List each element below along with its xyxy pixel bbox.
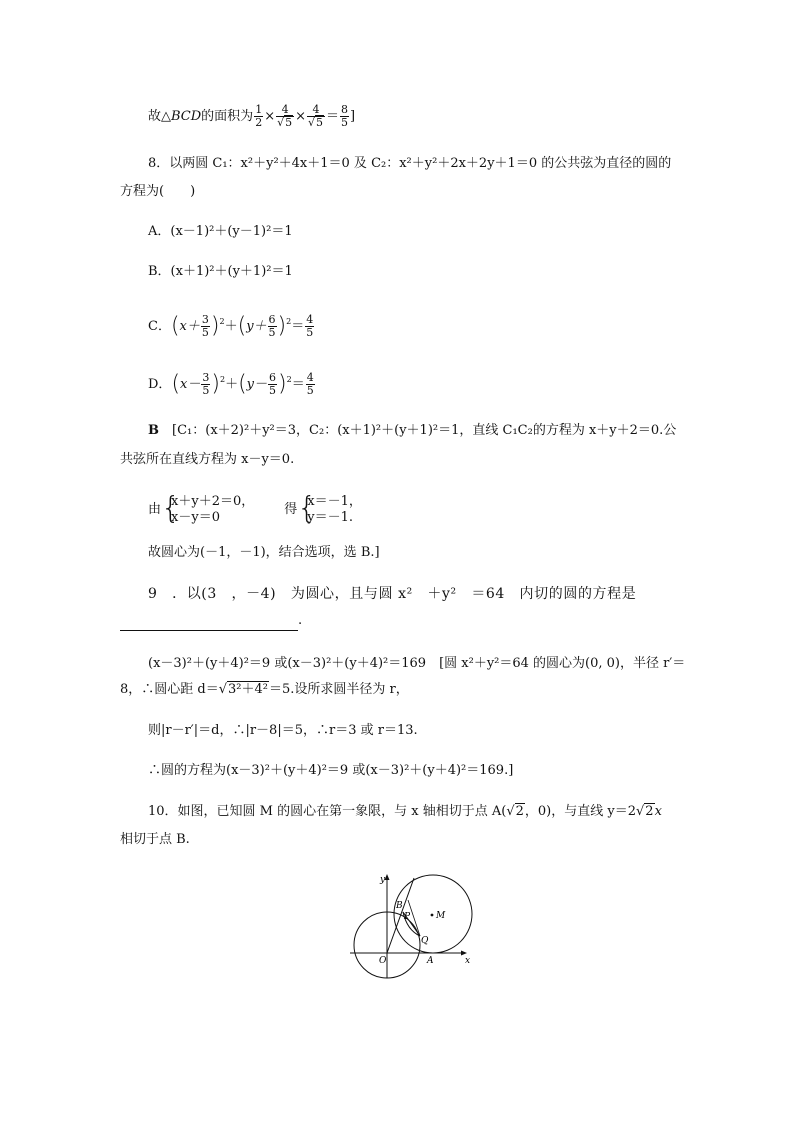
frac-den: √5 [308,116,324,129]
brace: { [161,491,181,526]
y-axis-arrow [385,874,390,880]
label-p: P [404,912,411,922]
paren-close: ) [278,371,287,397]
stem-text: ，0)，与直线 y＝2 [524,804,636,819]
fraction-4-sqrt5 [276,104,294,129]
q8-solution-line2: 共弦所在直线方程为 x－y＝0. [120,452,295,467]
solution-text: ＝5.设所求圆半径为 r， [269,682,409,697]
solution-text: [C₁：(x＋2)²＋y²＝3，C₂：(x＋1)²＋(y＋1)²＝1，直线 C₁C₂的方程为 x＋y＋2＝0.公 [172,423,677,438]
paren-close: ) [277,313,287,339]
frac-num: 6 [268,313,276,326]
paren-close: ) [210,313,220,339]
equals-sign: ＝ [326,109,340,124]
equals-sign: ＝ [291,319,305,334]
system-mid: 得 [284,502,298,517]
frac-num: 8 [341,103,349,116]
stem-var: x [654,804,662,819]
frac-num: 4 [307,104,325,117]
radicand: 3²＋4² [228,682,268,697]
frac-num: 4 [276,104,294,117]
area-text: 的面积为 [201,109,254,124]
system-prefix: 由 [148,502,162,517]
q8-solution-line3: 故圆心为(－1，－1)，结合选项，选 B.] [148,545,380,560]
geometry-figure [345,870,485,980]
radicand: 2 [515,804,524,819]
fraction [305,314,314,339]
brace: { [297,491,317,526]
frac-den: 2 [255,116,263,129]
term-x: x＋ [179,319,200,334]
option-label: C． [148,319,171,334]
frac-num: 1 [255,103,263,116]
answer-letter: B [148,423,159,438]
exponent: 2 [219,375,226,384]
q8-option-d [148,370,316,397]
fraction [201,314,210,339]
exponent: 2 [286,375,292,384]
center-m-dot [431,914,434,917]
label-a: A [427,956,434,966]
frac-num: 3 [202,371,210,384]
paren-close: ) [211,371,220,397]
exponent: 2 [219,317,225,326]
q8-option-c [148,312,315,339]
q8-stem-line1: 8．以两圆 C₁：x²＋y²＋4x＋1＝0 及 C₂：x²＋y²＋2x＋2y＋1＝0 的公共弦为直径的圆的 [148,156,672,171]
plus-sign: ＋ [225,377,239,392]
fraction-4-sqrt5-b [307,104,325,129]
fraction [268,372,277,397]
frac-den: √5 [277,116,293,129]
label-q: Q [421,936,429,946]
q9-stem-line1: 9 ．以(3 ，－4) 为圆心，且与圆 x² ＋y² ＝64 内切的圆的方程是 [148,586,637,602]
frac-num: 6 [269,371,277,384]
q10-stem-line2: 相切于点 B. [120,832,190,847]
option-label: D． [148,377,172,392]
label-y: y [380,875,386,885]
frac-den: 5 [306,384,314,397]
q9-solution-line2: 8，∴圆心距 d＝√3²＋4²＝5.设所求圆半径为 r， [120,682,409,697]
fraction [201,372,210,397]
q8-solution-line1 [148,421,676,441]
area-result-line [148,104,355,129]
times-sign: × [264,109,276,124]
label-o: O [379,956,387,966]
paren-open: ( [238,371,247,397]
frac-num: 4 [306,313,314,326]
frac-den: 5 [269,384,277,397]
system-row: x＋y＋2＝0， [171,494,255,509]
q8-option-b: B．(x＋1)²＋(y＋1)²＝1 [148,264,293,279]
system-row: x＝－1， [307,494,362,509]
q9-stem-line2 [120,611,302,631]
q9-solution-line1: (x－3)²＋(y＋4)²＝9 或(x－3)²＋(y＋4)²＝169 [圆 x²＋y²＝64 的圆心为(0, 0)，半径 r′＝ [148,656,686,671]
fraction-8-5 [340,104,349,129]
term-y: y＋ [246,319,267,334]
term-x: x－ [180,377,201,392]
frac-den: 5 [306,326,314,339]
area-prefix: 故△ [148,109,171,124]
label-m: M [436,911,446,921]
equation-system-1 [161,491,255,526]
radicand: 5 [285,116,293,129]
q8-stem-line2: 方程为( ) [120,184,196,199]
radicand: 5 [316,116,324,129]
exponent: 2 [286,317,292,326]
fraction-half [254,104,263,129]
times-sign: × [295,109,307,124]
solution-text: 8，∴圆心距 d＝ [120,682,219,697]
q10-stem-line1: 10．如图，已知圆 M 的圆心在第一象限，与 x 轴相切于点 A(√2，0)，与直线 y＝2√2x [148,804,662,819]
answer-blank[interactable] [120,616,298,631]
term-y: y－ [246,377,268,392]
radicand: 2 [645,804,654,819]
frac-den: 5 [268,326,276,339]
label-b: B [396,901,403,911]
x-axis-arrow [461,951,467,956]
frac-num: 4 [306,371,314,384]
system-row: x－y＝0 [171,510,220,525]
triangle-name: BCD [171,109,202,124]
q8-option-a: A．(x－1)²＋(y－1)²＝1 [148,224,293,239]
system-row: y＝－1. [307,510,353,525]
frac-num: 3 [201,313,209,326]
paren-open: ( [171,371,181,397]
period: . [298,613,303,628]
label-x: x [465,956,471,966]
frac-den: 5 [201,326,209,339]
equals-sign: ＝ [291,377,305,392]
plus-sign: ＋ [224,319,238,334]
frac-den: 5 [202,384,210,397]
q9-solution-line3: 则|r－r′|＝d，∴|r－8|＝5，∴r＝3 或 r＝13. [148,723,418,738]
paren-open: ( [170,313,180,339]
stem-text: 10．如图，已知圆 M 的圆心在第一象限，与 x 轴相切于点 A( [148,804,507,819]
fraction [306,372,315,397]
equation-system-2 [297,491,362,526]
frac-den: 5 [341,116,349,129]
close-bracket: ] [350,109,356,124]
fraction [268,314,277,339]
q9-solution-line4: ∴圆的方程为(x－3)²＋(y＋4)²＝9 或(x－3)²＋(y＋4)²＝169.] [148,763,514,778]
q8-system-line [148,491,362,526]
paren-open: ( [237,313,247,339]
